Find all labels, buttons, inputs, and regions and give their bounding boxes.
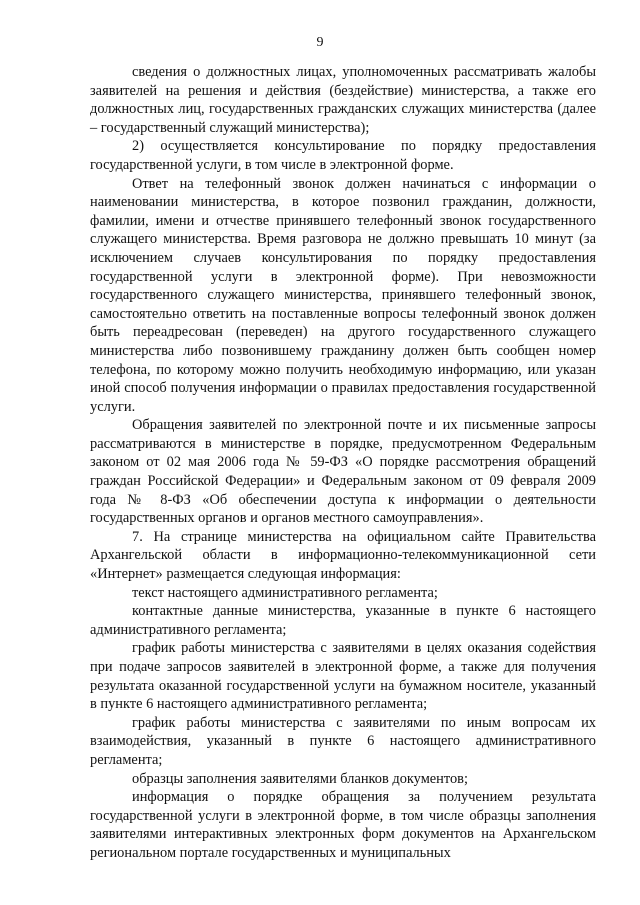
document-body (90, 63, 596, 863)
paragraph-email-requests: Обращения заявителей по электронной почте и их письменные запросы рассматриваются в министерстве в порядке, предусмотренном Федеральным законом от 02 мая 2006 года № 59-ФЗ «О порядке рассмотрения обращений граждан Российской Федерации» и Федеральным законом от 09 февраля 2009 года № 8-ФЗ «Об обеспечении доступа к информации о деятельности государственных органов и органов местного самоуправления». (90, 417, 596, 527)
list-item-schedule-other: график работы министерства с заявителями по иным вопросам их взаимодействия, указанный в пункте 6 настоящего административного регламента; (90, 714, 596, 768)
paragraph-section-7: 7. На странице министерства на официальном сайте Правительства Архангельской области в информационно-телекоммуникационной сети «Интернет» размещается следующая информация: (90, 528, 596, 583)
paragraph-complaint-officials: сведения о должностных лицах, уполномоченных рассматривать жалобы заявителей на решения и действия (бездействие) министерства, а также его должностных лиц, государственных гражданских служащих министерства (далее – государственный служащий министерства); (90, 64, 596, 136)
list-item-form-samples: образцы заполнения заявителями бланков документов; (132, 770, 468, 787)
paragraph-phone-answer: Ответ на телефонный звонок должен начинаться с информации о наименовании министерства, в которое позвонил гражданин, должности, фамилии, имени и отчестве принявшего телефонный звонок государственного служащего министерства. Время разговора не должно превышать 10 минут (за исключением случаев консультирования по порядку предоставления государственной услуги в электронной форме). При невозможности государственного служащего министерства, принявшего телефонный звонок, самостоятельно ответить на поставленные вопросы телефонный звонок должен быть переадресован (переведен) на другого государственного служащего министерства либо позвонившему гражданину должен быть сообщен номер телефона, по которому можно получить необходимую информацию, или указан иной способ получения информации о правилах предоставления государственной услуги. (90, 175, 596, 415)
list-item-regulation-text: текст настоящего административного регламента; (132, 584, 438, 601)
list-item-electronic-result-info: информация о порядке обращения за получением результата государственной услуги в электронной форме, в том числе образцы заполнения заявителями интерактивных электронных форм документов на Архангельском региональном портале государственных и муниципальных (90, 789, 596, 861)
list-item-contact-data: контактные данные министерства, указанные в пункте 6 настоящего административного регламента; (90, 603, 596, 638)
list-item-schedule-electronic: график работы министерства с заявителями в целях оказания содействия при подаче запросов заявителей в электронной форме, а также для получения результата оказанной государственной услуги на бумажном носителе, указанный в пункте 6 настоящего административного регламента; (90, 640, 596, 713)
paragraph-consultation: 2) осуществляется консультирование по порядку предоставления государственной услуги, в том числе в электронной форме. (90, 138, 596, 173)
page-number: 9 (316, 35, 324, 50)
